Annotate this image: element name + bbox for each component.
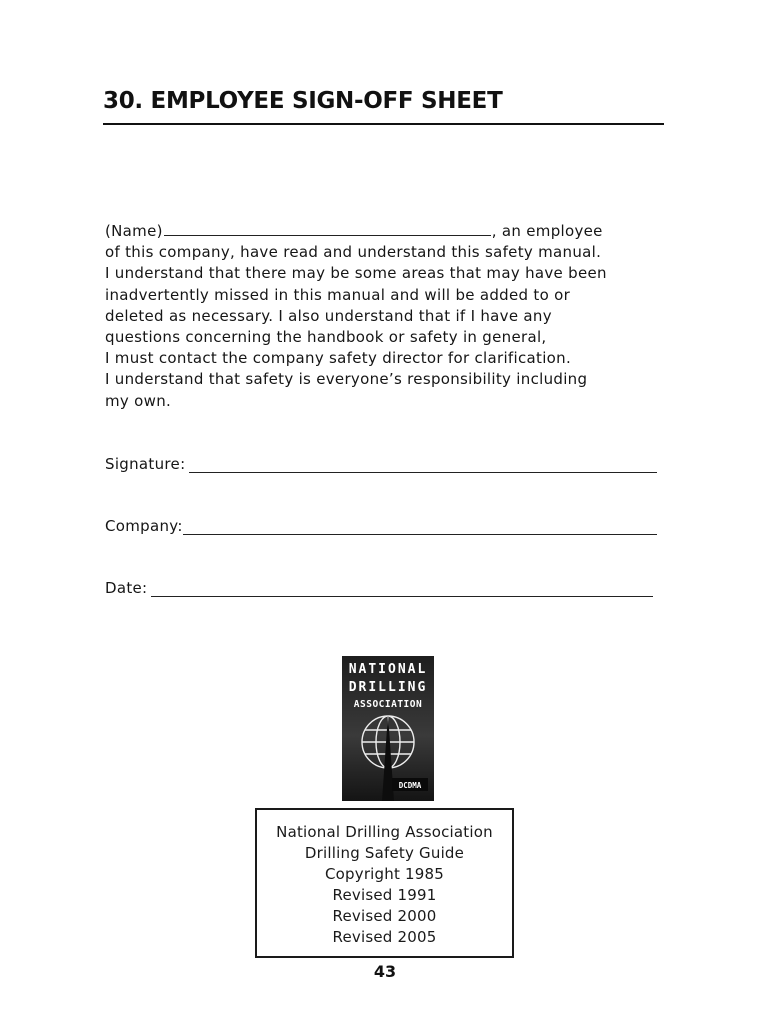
info-line: National Drilling Association (276, 823, 493, 841)
signature-field (105, 451, 657, 473)
logo-badge: DCDMA (398, 781, 422, 790)
statement-line: deleted as necessary. I also understand that if I have any (105, 306, 552, 325)
page-number: 43 (373, 962, 397, 981)
date-field (105, 575, 653, 597)
statement-name-line (105, 221, 675, 242)
info-line: Drilling Safety Guide (304, 844, 465, 862)
logo-line-association: ASSOCIATION (353, 699, 423, 710)
company-label: Company: (105, 517, 183, 535)
statement-line: inadvertently missed in this manual and will be added to or (105, 285, 571, 304)
publication-info-box (255, 808, 514, 958)
statement-line: of this company, have read and understand this safety manual. (105, 243, 602, 262)
name-suffix: , an employee (491, 222, 603, 240)
name-label: (Name) (105, 222, 163, 240)
info-line: Revised 2000 (332, 907, 437, 925)
logo-line-national: NATIONAL (348, 662, 428, 677)
name-blank-line[interactable] (164, 221, 491, 236)
info-line: Revised 1991 (332, 886, 437, 904)
statement-paragraph (105, 221, 675, 412)
company-field (105, 513, 657, 535)
signature-label: Signature: (105, 455, 186, 473)
info-line: Copyright 1985 (324, 865, 445, 883)
statement-line: I must contact the company safety director for clarification. (105, 349, 572, 368)
logo-line-drilling: DRILLING (348, 680, 428, 695)
statement-line: questions concerning the handbook or safety in general, (105, 328, 547, 347)
statement-line: I understand that there may be some areas that may have been (105, 264, 607, 283)
date-blank-line[interactable] (151, 580, 653, 597)
date-label: Date: (105, 579, 148, 597)
signature-blank-line[interactable] (189, 456, 657, 473)
company-blank-line[interactable] (183, 518, 657, 535)
page-title: 30. EMPLOYEE SIGN-OFF SHEET (103, 88, 503, 114)
info-line: Revised 2005 (332, 928, 437, 946)
statement-line: my own. (105, 391, 172, 410)
national-drilling-association-logo (342, 656, 434, 801)
statement-line: I understand that safety is everyone’s responsibility including (105, 370, 588, 389)
title-underline (103, 123, 664, 125)
